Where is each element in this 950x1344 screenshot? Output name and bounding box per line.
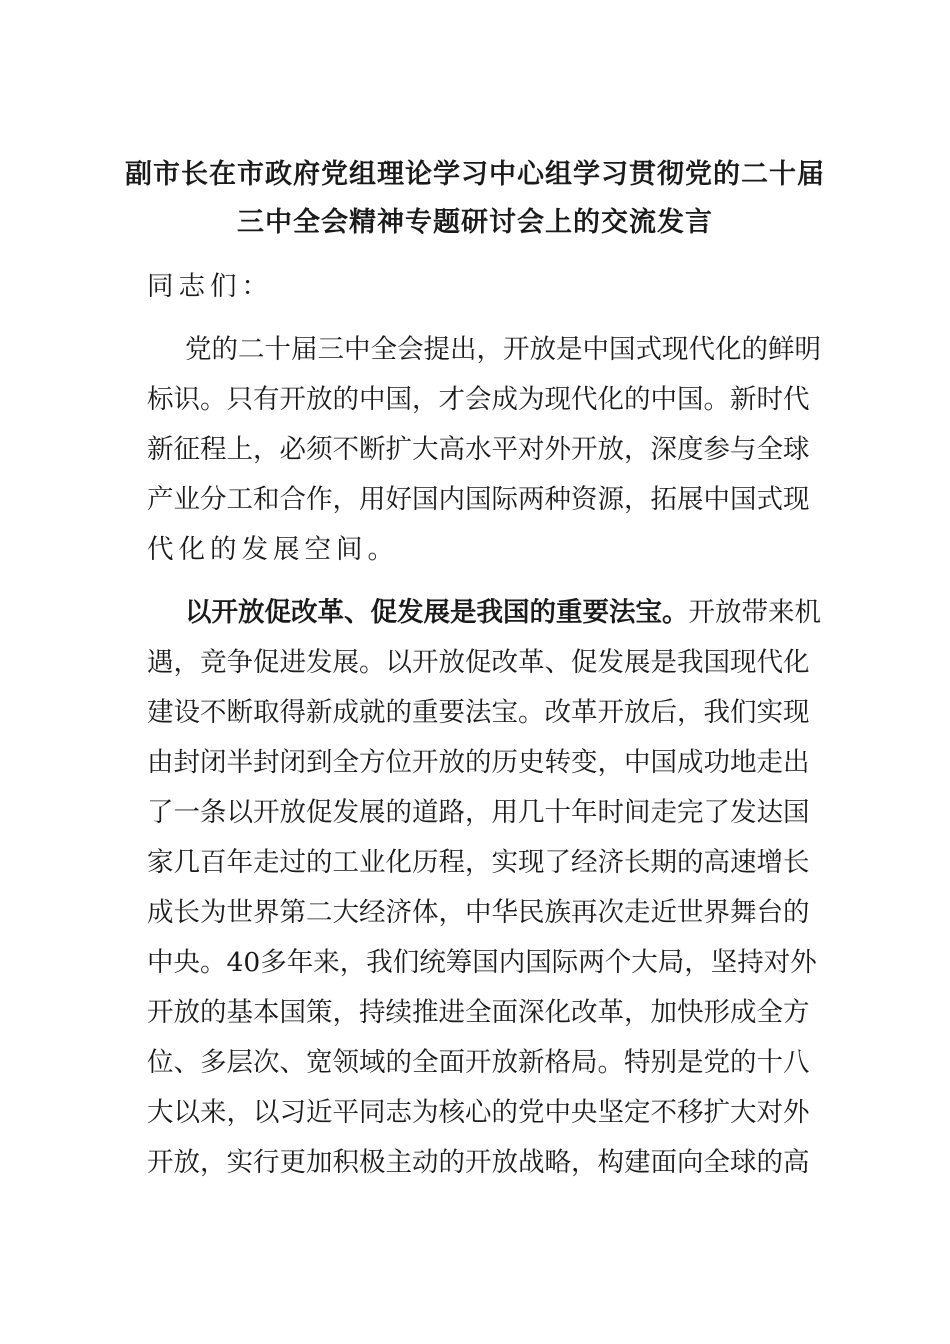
paragraph-2-line: 大以来，以习近平同志为核心的党中央坚定不移扩大对外 (147, 1097, 810, 1128)
paragraph-1-line: 标识。只有开放的中国，才会成为现代化的中国。新时代 (147, 384, 810, 415)
paragraph-2-line: 位、多层次、宽领域的全面开放新格局。特别是党的十八 (147, 1047, 810, 1078)
paragraph-1-line: 新征程上，必须不断扩大高水平对外开放，深度参与全球 (147, 434, 810, 465)
paragraph-2-line: 中央。40多年来，我们统筹国内国际两个大局，坚持对外 (147, 947, 817, 978)
paragraph-2-line: 开放的基本国策，持续推进全面深化改革，加快形成全方 (147, 997, 810, 1028)
paragraph-1-line: 代化的发展空间。 (147, 534, 399, 565)
salutation: 同志们： (147, 271, 273, 302)
document-title-line-2: 三中全会精神专题研讨会上的交流发言 (237, 207, 713, 238)
paragraph-2-line: 由封闭半封闭到全方位开放的历史转变，中国成功地走出 (147, 747, 810, 778)
paragraph-2-heading: 以开放促改革、促发展是我国的重要法宝。 (185, 597, 689, 628)
paragraph-1-line: 产业分工和合作，用好国内国际两种资源，拓展中国式现 (147, 484, 810, 515)
document-title-line-1: 副市长在市政府党组理论学习中心组学习贯彻党的二十届 (125, 159, 825, 190)
paragraph-2-lead-text: 开放带来机 (688, 597, 821, 628)
paragraph-2-lead-line (185, 596, 821, 630)
paragraph-2-line: 遇，竞争促进发展。以开放促改革、促发展是我国现代化 (147, 647, 810, 678)
paragraph-2-line: 了一条以开放促发展的道路，用几十年时间走完了发达国 (147, 797, 810, 828)
paragraph-2-line: 家几百年走过的工业化历程，实现了经济长期的高速增长 (147, 847, 810, 878)
paragraph-1-line: 党的二十届三中全会提出，开放是中国式现代化的鲜明 (185, 334, 821, 365)
paragraph-2-line: 建设不断取得新成就的重要法宝。改革开放后，我们实现 (147, 697, 810, 728)
paragraph-2-line: 开放，实行更加积极主动的开放战略，构建面向全球的高 (147, 1147, 810, 1178)
paragraph-2-line: 成长为世界第二大经济体，中华民族再次走近世界舞台的 (147, 897, 810, 928)
